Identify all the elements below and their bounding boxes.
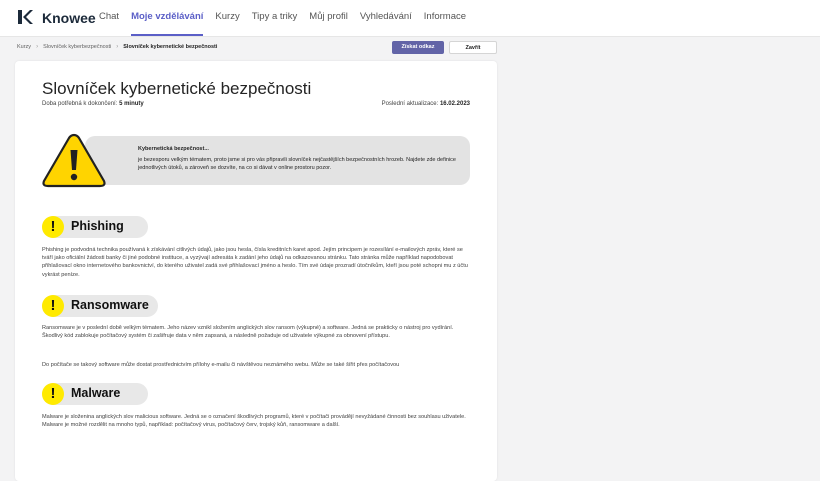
nav-tipy-a-triky[interactable]: Tipy a triky: [251, 11, 298, 22]
intro-callout: [85, 136, 470, 185]
nav-informace[interactable]: Informace: [423, 11, 467, 22]
updated-label: Poslední aktualizace:: [381, 101, 439, 107]
section-title: Ransomware: [71, 298, 149, 312]
section-title: Malware: [71, 386, 121, 400]
get-link-button[interactable]: Získat odkaz: [392, 41, 444, 54]
exclamation-icon: !: [42, 216, 64, 238]
section-paragraph: Ransomware je v poslední době velkým tématem. Jeho název vznikl složením anglických slov ransom (výkupné) a software. Jedná se prakticky o nástroj pro vydírání. Škodlivý kód zablokuje počítačový systém či zašifruje data v něm zapsaná, a následně požaduje od uživatele výkupné za obnovení přístupu.: [42, 325, 454, 340]
breadcrumb-course[interactable]: Slovníček kyberbezpečnosti: [43, 44, 112, 50]
close-button[interactable]: Zavřít: [449, 41, 497, 54]
nav-muj-profil[interactable]: Můj profil: [309, 11, 348, 22]
page-title: Slovníček kybernetické bezpečnosti: [42, 79, 312, 98]
chevron-right-icon: ›: [36, 44, 39, 50]
breadcrumb: [17, 44, 217, 50]
chevron-right-icon: ›: [116, 44, 119, 50]
nav-vyhledavani[interactable]: Vyhledávání: [359, 11, 412, 22]
breadcrumb-kurzy[interactable]: Kurzy: [17, 44, 32, 50]
callout-text: je bezesporu velkým tématem, proto jsme si pro vás připravili slovníček nejčastějších bezpečnostních hrozeb. Najdete zde definice jednotlivých útoků, a zároveň se dozvíte, na co si dávat v online prostoru pozor.: [138, 157, 456, 171]
section-paragraph: Phishing je podvodná technika používaná k získávání citlivých údajů, jako jsou hesla, čísla kreditních karet apod. Jejím principem je rozesílání e-mailových zpráv, které se tváří jako oficiální žádosti banky či jiné podobné instituce, a vyzývají adresáta k zadání jeho údajů na odkazovanou stránku. Tato stránka může například napodobovat přihlašovací okno internetového bankovnictví, do kterého uživatel zadá své přihlašovací jméno a heslo. Tím své údaje prozradí útočníkům, kteří jsou poté schopni mu z účtu vykrást peníze.: [42, 247, 468, 278]
nav-chat[interactable]: Chat: [99, 11, 120, 22]
brand-name[interactable]: Knowee: [42, 10, 96, 26]
nav-moje-vzdelavani[interactable]: Moje vzdělávání: [131, 0, 203, 36]
section-header-phishing: [42, 216, 148, 238]
main-nav: [99, 0, 478, 36]
section-header-ransomware: [42, 295, 158, 317]
top-bar: [0, 0, 820, 37]
section-title: Phishing: [71, 219, 124, 233]
duration-info: [42, 101, 144, 107]
last-updated-info: [382, 101, 470, 107]
exclamation-icon: !: [42, 383, 64, 405]
warning-triangle-icon: [40, 131, 108, 189]
section-header-malware: [42, 383, 148, 405]
updated-value: 16.02.2023: [439, 101, 470, 107]
exclamation-icon: !: [42, 295, 64, 317]
article-panel: [15, 61, 497, 481]
section-paragraph: Malware je složenina anglických slov malicious software. Jedná se o označení škodlivých programů, které v počítači provádějí nevyžádané činnosti bez souhlasu uživatele. Malware je možné rozdělit na mnoho typů, například: počítačový virus, počítačový červ, trojský kůň, ransomware a další.: [42, 414, 466, 429]
duration-value: 5 minuty: [119, 101, 144, 107]
section-paragraph: Do počítače se takový software může dostat prostřednictvím přílohy e-mailu či návštěvou neznámého webu. Může se také šířit přes počítačovou: [42, 362, 400, 368]
nav-kurzy[interactable]: Kurzy: [215, 11, 240, 22]
duration-label: Doba potřebná k dokončení:: [42, 101, 118, 107]
knowee-logo-icon[interactable]: [17, 9, 33, 25]
breadcrumb-current: Slovníček kybernetické bezpečnosti: [123, 44, 218, 50]
callout-title: Kybernetická bezpečnost...: [138, 146, 209, 152]
